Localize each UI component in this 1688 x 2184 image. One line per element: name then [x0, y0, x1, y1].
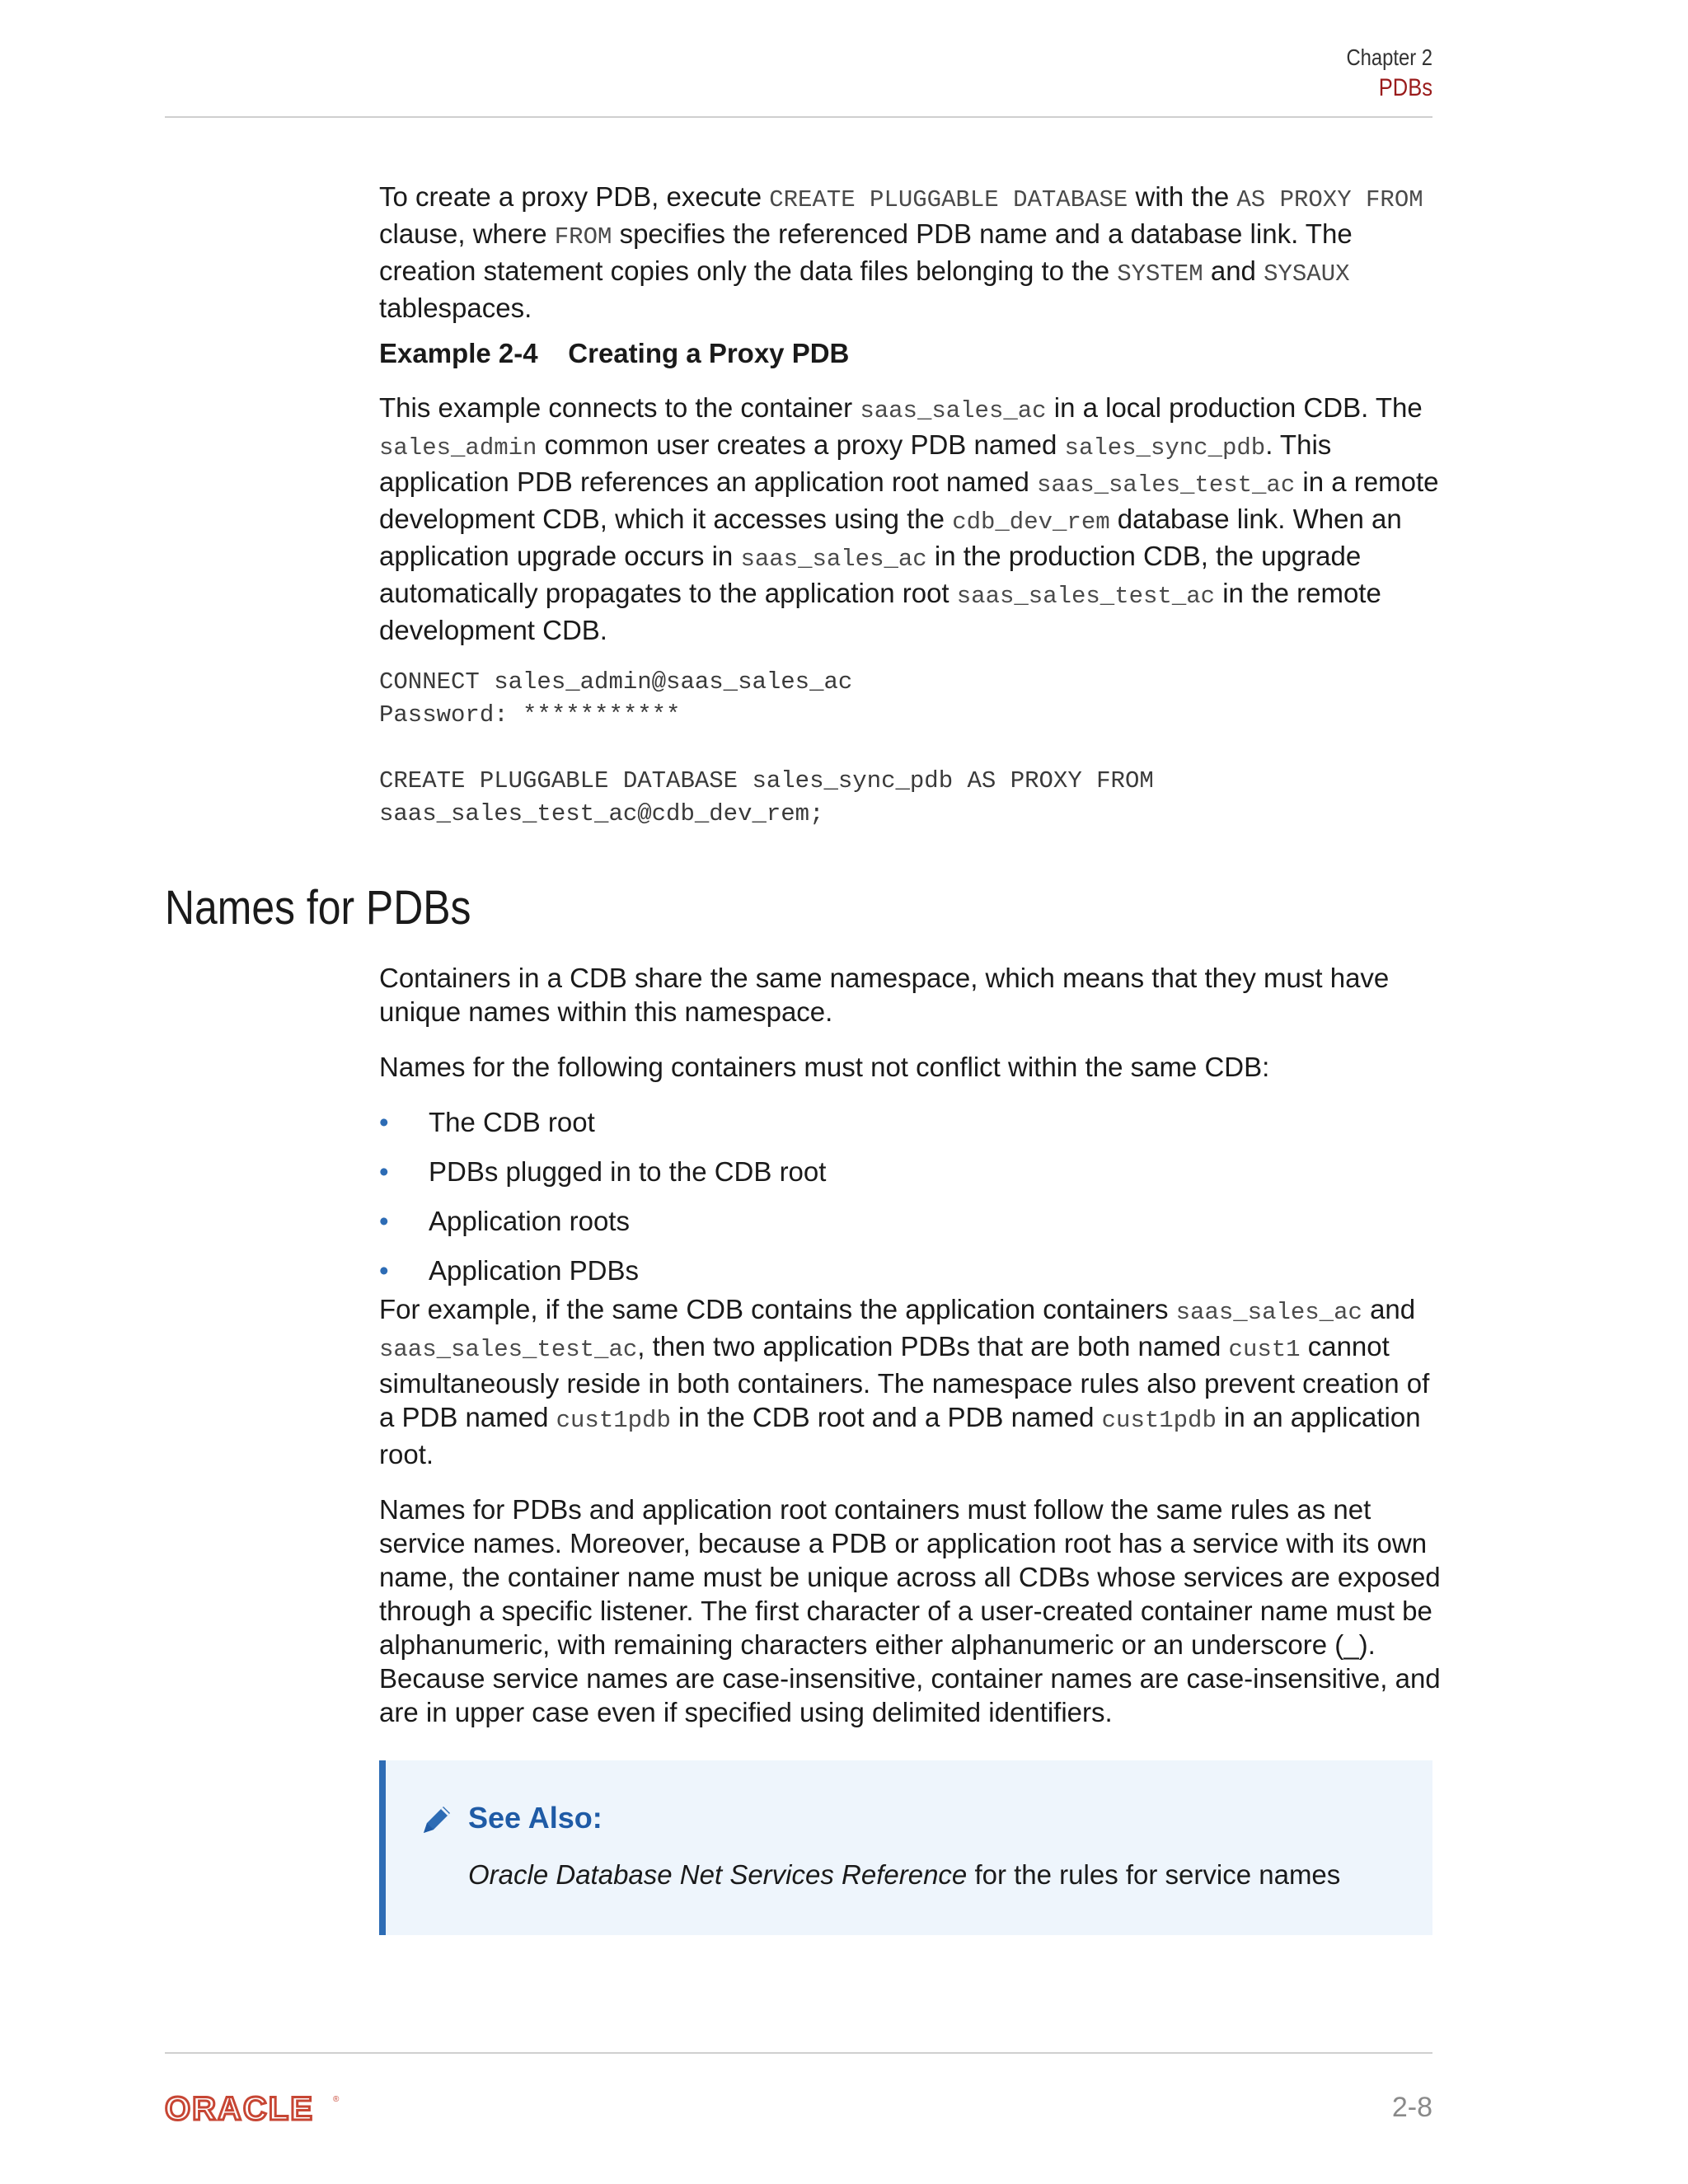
code-inline: sales_sync_pdb — [1064, 434, 1266, 462]
list-item-text: Application roots — [429, 1206, 630, 1236]
text: in a local production CDB. The — [1046, 392, 1423, 423]
code-inline: saas_sales_test_ac — [1036, 471, 1296, 499]
code-system: SYSTEM — [1117, 260, 1203, 288]
list-item-text: PDBs plugged in to the CDB root — [429, 1156, 827, 1187]
code-connect: CONNECT sales_admin@saas_sales_ac Password: *********** — [379, 668, 853, 729]
see-also-body — [468, 1858, 1340, 1891]
names-block — [379, 961, 1442, 1729]
code-inline: cdb_dev_rem — [952, 509, 1110, 536]
example-paragraph — [379, 391, 1442, 647]
list-item — [379, 1254, 1442, 1287]
logo-text: ORACLE — [165, 2092, 314, 2125]
footer-rule — [165, 2052, 1432, 2054]
section-heading: Names for PDBs — [165, 881, 471, 935]
intro-paragraph — [379, 180, 1442, 325]
registered-mark: ® — [333, 2095, 340, 2104]
container-list — [379, 1105, 1442, 1287]
see-also-note — [379, 1760, 1432, 1935]
example-block — [379, 391, 1442, 647]
list-item — [379, 1155, 1442, 1188]
text: in an application root. — [379, 1402, 1421, 1469]
see-also-title: See Also: — [468, 1801, 603, 1835]
code-inline: sales_admin — [379, 434, 537, 462]
code-inline: saas_sales_ac — [1175, 1299, 1362, 1326]
bullet-icon: • — [379, 1107, 389, 1137]
names-paragraph-2: Names for the following containers must not conflict within the same CDB: — [379, 1052, 1270, 1082]
text: specifies the referenced PDB name and a database link. The creation statement copies only the data files belonging to the — [379, 218, 1353, 286]
text: database link. When an application upgrade occurs in — [379, 504, 1402, 571]
bullet-icon: • — [379, 1255, 389, 1286]
code-inline: saas_sales_test_ac — [956, 583, 1216, 610]
bullet-icon: • — [379, 1206, 389, 1236]
code-block-connect — [379, 666, 1442, 732]
text: . This application PDB references an application root named — [379, 429, 1332, 497]
bullet-icon: • — [379, 1156, 389, 1187]
text: To create a proxy PDB, execute — [379, 181, 770, 212]
code-as-proxy-from: AS PROXY FROM — [1236, 186, 1423, 213]
names-paragraph-1: Containers in a CDB share the same namespace, which means that they must have unique names within this namespace. — [379, 963, 1390, 1027]
text: and — [1203, 255, 1264, 286]
intro-block — [379, 180, 1442, 325]
text: in the CDB root and a PDB named — [670, 1402, 1102, 1432]
text: cannot simultaneously reside in both containers. The namespace rules also prevent creation of a PDB named — [379, 1331, 1430, 1432]
text: for the rules for service names — [967, 1859, 1341, 1890]
list-item-text: The CDB root — [429, 1107, 595, 1137]
list-item — [379, 1204, 1442, 1238]
names-paragraph-3 — [379, 1292, 1442, 1471]
text: common user creates a proxy PDB named — [537, 429, 1065, 460]
code-inline: saas_sales_test_ac — [379, 1336, 638, 1363]
code-create: CREATE PLUGGABLE DATABASE sales_sync_pdb AS PROXY FROM saas_sales_test_ac@cdb_dev_rem; — [379, 767, 1154, 827]
code-inline: saas_sales_ac — [740, 546, 927, 573]
code-inline: cust1 — [1228, 1336, 1301, 1363]
list-item — [379, 1105, 1442, 1139]
section-label: PDBs — [1378, 74, 1432, 101]
pencil-icon — [417, 1800, 457, 1840]
chapter-label: Chapter 2 — [1346, 45, 1432, 70]
text: in the production CDB, the upgrade automatically propagates to the application root — [379, 541, 1362, 608]
text: in the remote development CDB. — [379, 578, 1381, 645]
text: , then two application PDBs that are both named — [637, 1331, 1229, 1361]
page-number: 2-8 — [1391, 2092, 1432, 2123]
code-from: FROM — [554, 223, 612, 251]
code-create-pluggable: CREATE PLUGGABLE DATABASE — [769, 186, 1128, 213]
example-title-block — [379, 336, 1442, 370]
text: with the — [1128, 181, 1237, 212]
text: For example, if the same CDB contains the application containers — [379, 1294, 1176, 1324]
names-paragraph-4: Names for PDBs and application root containers must follow the same rules as net service names. Moreover, because a PDB or application root has a service with its own name, the container name must be unique across all CDBs whose services are exposed through a specific listener. The first character of a user-created container name must be alphanumeric, with remaining characters either alphanumeric or an underscore (_). Because service names are case-insensitive, container names are case-insensitive, and are in upper case even if specified using delimited identifiers. — [379, 1494, 1441, 1727]
code-inline: cust1pdb — [556, 1407, 671, 1434]
example-title: Example 2-4 Creating a Proxy PDB — [379, 338, 850, 368]
list-item-text: Application PDBs — [429, 1255, 639, 1286]
code-inline: saas_sales_ac — [860, 397, 1047, 424]
text: clause, where — [379, 218, 555, 249]
code-block-create — [379, 765, 1442, 831]
code-inline: cust1pdb — [1101, 1407, 1217, 1434]
running-header — [1331, 43, 1432, 104]
oracle-logo — [165, 2092, 346, 2125]
code-sysaux: SYSAUX — [1264, 260, 1350, 288]
text: in a remote development CDB, which it accesses using the — [379, 466, 1439, 534]
reference-link[interactable]: Oracle Database Net Services Reference — [468, 1859, 968, 1890]
header-rule — [165, 116, 1432, 118]
text: and — [1362, 1294, 1416, 1324]
text: tablespaces. — [379, 293, 532, 323]
text: This example connects to the container — [379, 392, 860, 423]
